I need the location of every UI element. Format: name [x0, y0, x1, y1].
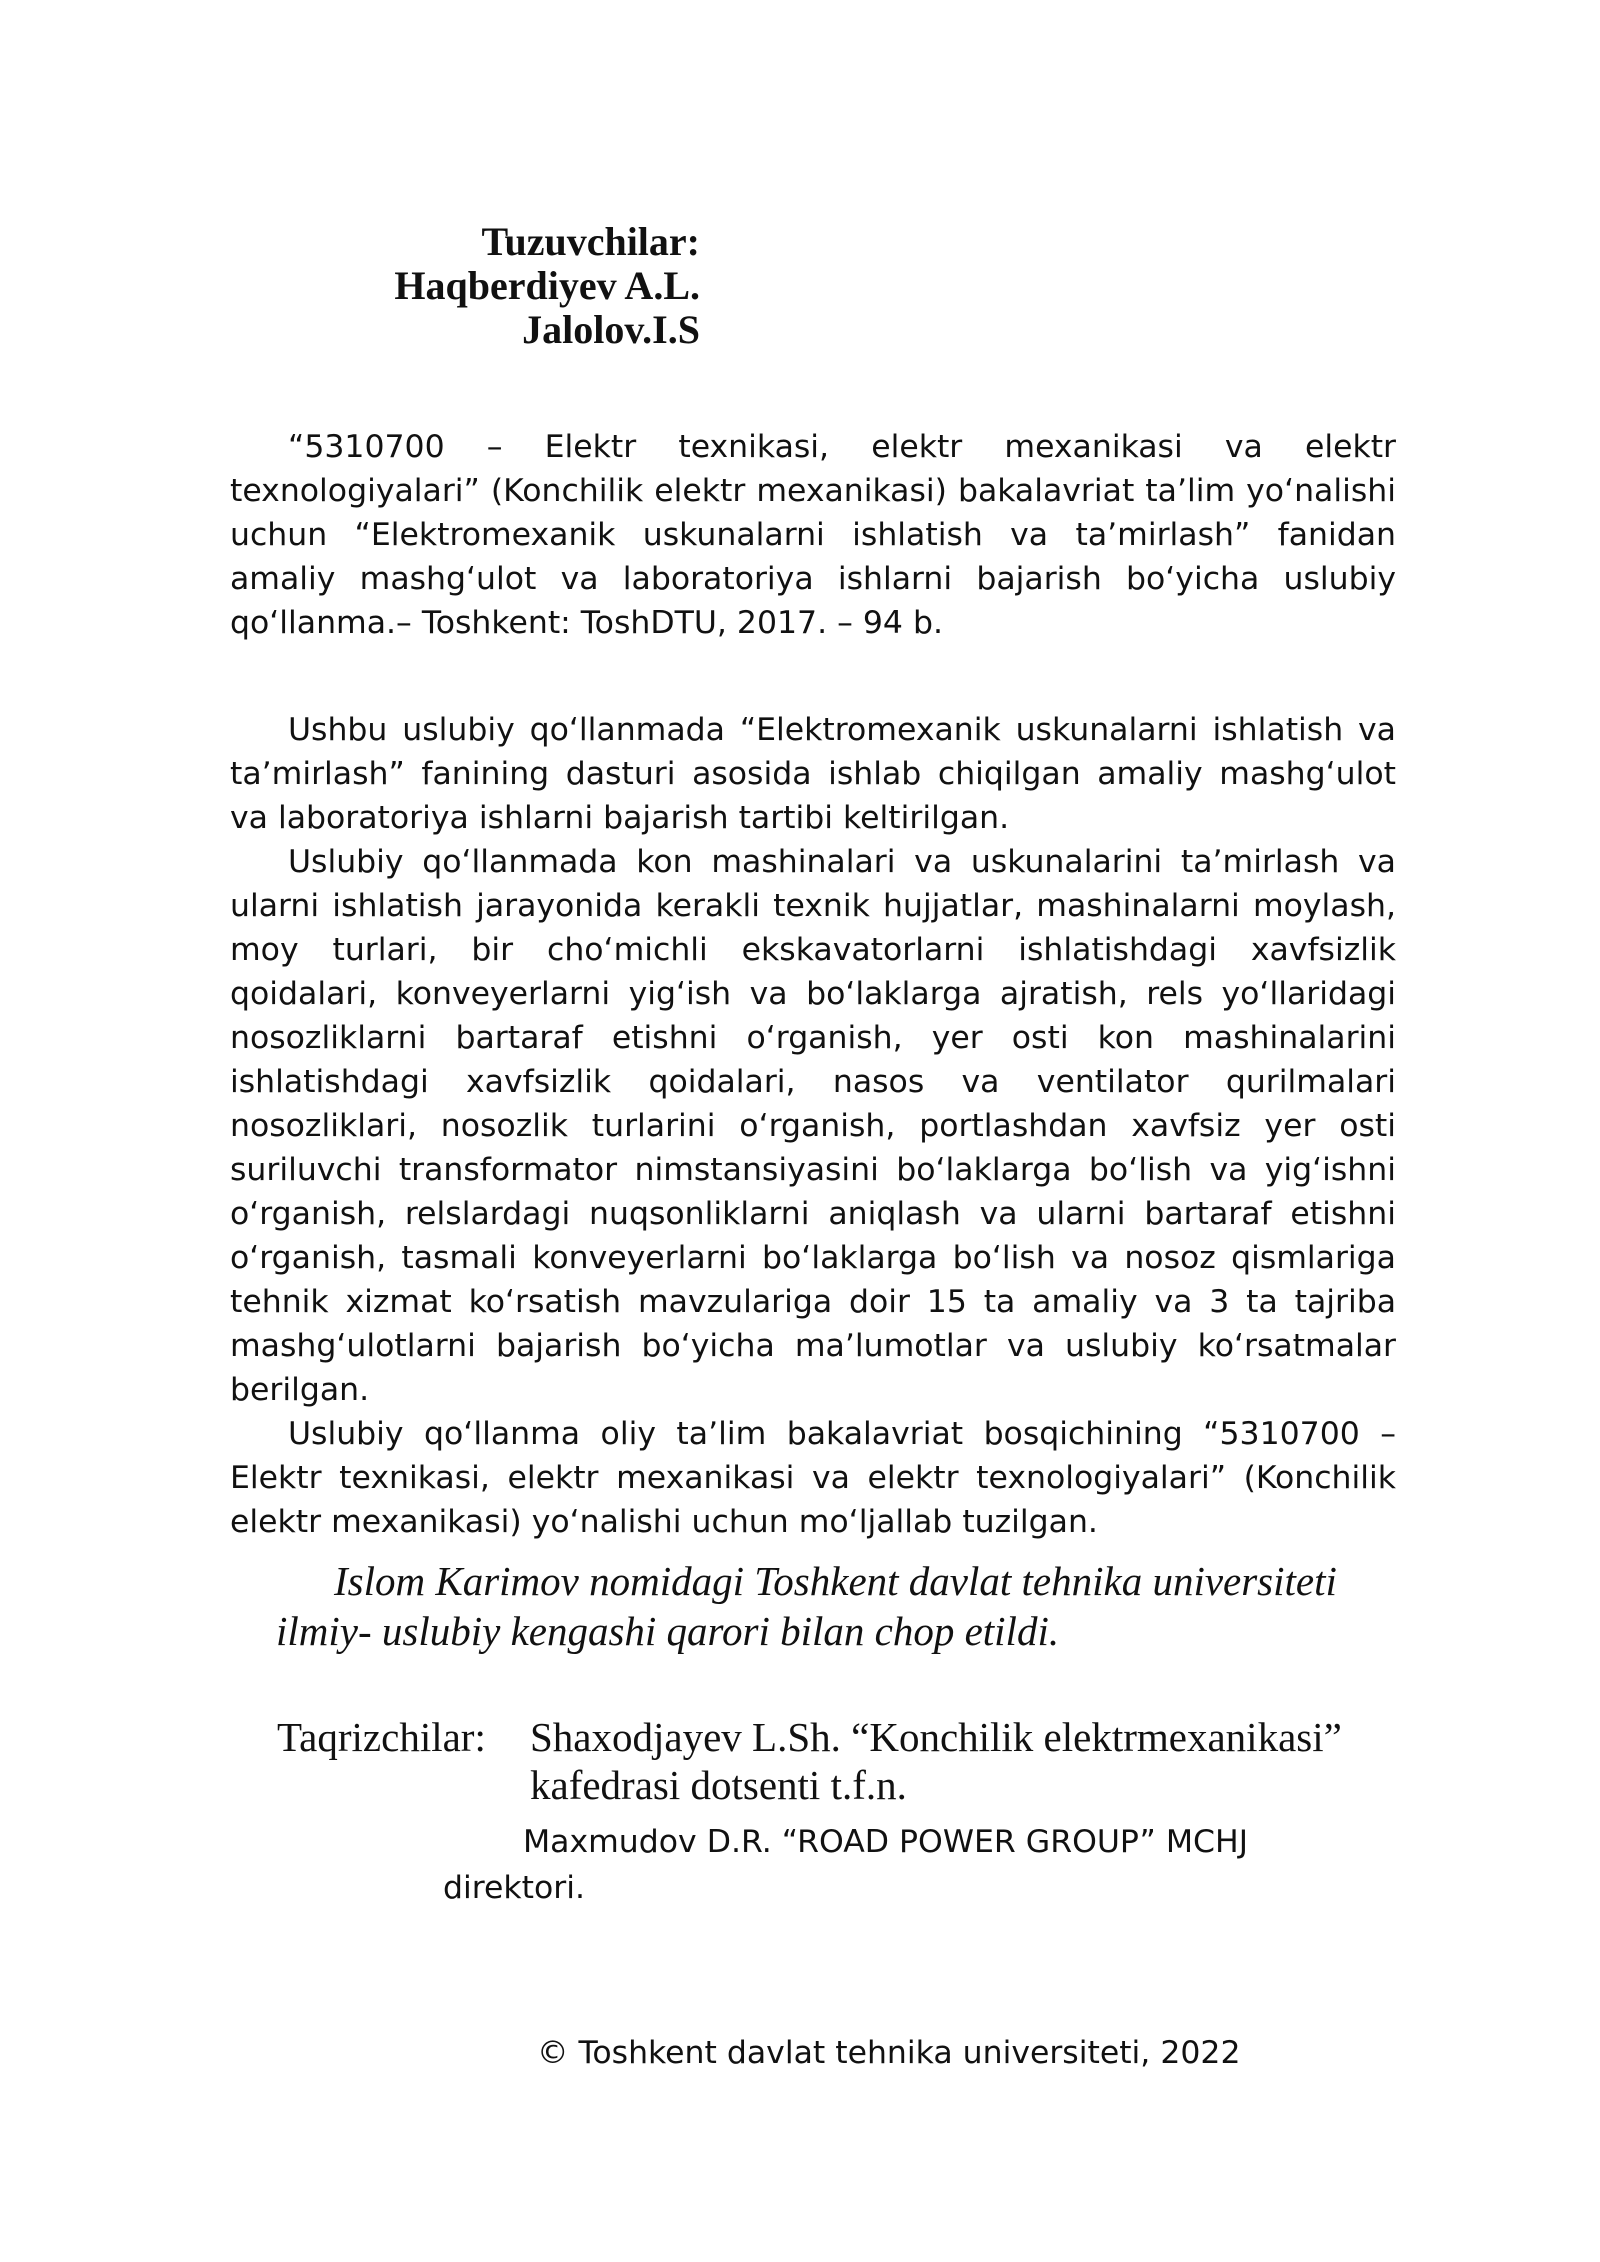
authors-block [394, 220, 700, 352]
reviewer-second-line1: Maxmudov D.R. “ROAD POWER GROUP” MCHJ [523, 1824, 1248, 1860]
citation-text: “5310700 – Elektr texnikasi, elektr mexanikasi va elektr texnologiyalari” (Konchilik elektr mexanikasi) bakalavriat ta’lim yo‘nalishi uchun “Elektromexanik uskunalarni ishlatish va ta’mirlash” fanidan amaliy mashg‘ulot va laboratoriya ishlarni bajarish bo‘yicha uslubiy qo‘llanma.– Toshkent: ToshDTU, 2017. – 94 b. [230, 429, 1396, 641]
authors-label: Tuzuvchilar: [481, 219, 700, 264]
abstract-paragraph: Uslubiy qo‘llanma oliy ta’lim bakalavriat bosqichining “5310700 – Elektr texnikasi, elektr mexanikasi va elektr texnologiyalari” (Konchilik elektr mexanikasi) yo‘nalishi uchun mo‘ljallab tuzilgan. [230, 1416, 1396, 1540]
copyright-notice: © Toshkent davlat tehnika universiteti, 2022 [537, 2035, 1241, 2071]
reviewer-first: Shaxodjayev L.Sh. “Konchilik elektrmexanikasi” kafedrasi dotsenti t.f.n. [530, 1714, 1342, 1808]
reviewers-label: Taqrizchilar: [277, 1714, 486, 1760]
author-name: Haqberdiyev A.L. [394, 263, 700, 308]
approval-statement: Islom Karimov nomidagi Toshkent davlat tehnika universiteti ilmiy- uslubiy kengashi qarori bilan chop etildi. [276, 1558, 1337, 1654]
bibliographic-citation [230, 425, 1396, 645]
abstract-paragraph: Ushbu uslubiy qo‘llanmada “Elektromexanik uskunalarni ishlatish va ta’mirlash” fanining dasturi asosida ishlab chiqilgan amaliy mashg‘ulot va laboratoriya ishlarni bajarish tartibi keltirilgan. [230, 712, 1396, 836]
author-name: Jalolov.I.S [522, 307, 700, 352]
reviewer-second-line2: direktori. [443, 1870, 585, 1906]
abstract-paragraph: Uslubiy qo‘llanmada kon mashinalari va uskunalarini ta’mirlash va ularni ishlatish jarayonida kerakli texnik hujjatlar, mashinalarni moylash, moy turlari, bir cho‘michli ekskavatorlarni ishlatishdagi xavfsizlik qoidalari, konveyerlarni yig‘ish va bo‘laklarga ajratish, rels yo‘llaridagi nosozliklarni bartaraf etishni o‘rganish, yer osti kon mashinalarini ishlatishdagi xavfsizlik qoidalari, nasos va ventilator qurilmalari nosozliklari, nosozlik turlarini o‘rganish, portlashdan xavfsiz yer osti suriluvchi transformator nimstansiyasini bo‘laklarga bo‘lish va yig‘ishni o‘rganish, relslardagi nuqsonliklarni aniqlash va ularni bartaraf etishni o‘rganish, tasmali konveyerlarni bo‘laklarga bo‘lish va nosoz qismlariga tehnik xizmat ko‘rsatish mavzulariga doir 15 ta amaliy va 3 ta tajriba mashg‘ulotlarni bajarish bo‘yicha ma’lumotlar va uslubiy ko‘rsatmalar berilgan. [230, 844, 1396, 1408]
abstract-block [230, 708, 1396, 1544]
